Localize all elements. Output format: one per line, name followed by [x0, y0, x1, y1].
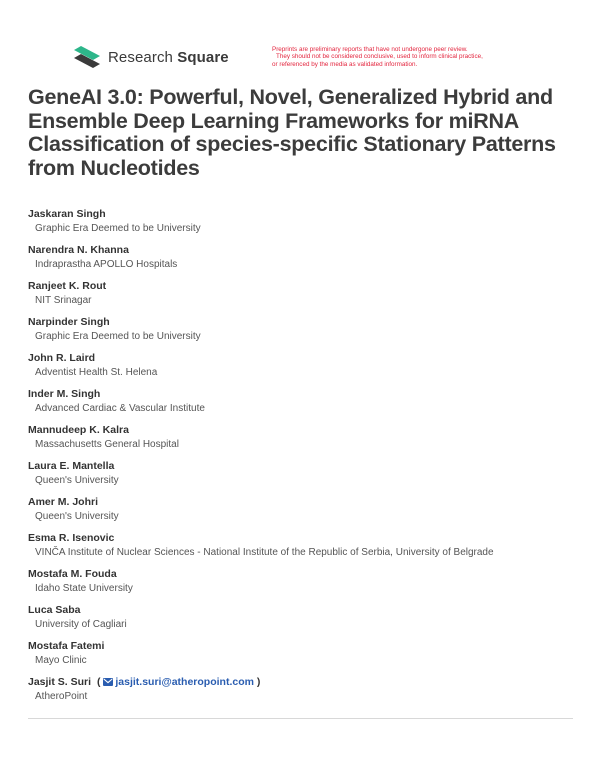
author-name: Laura E. Mantella — [28, 460, 115, 472]
author-affiliation: Mayo Clinic — [35, 655, 87, 666]
author-name: Esma R. Isenovic — [28, 532, 115, 544]
author-affiliation: Massachusetts General Hospital — [35, 439, 179, 450]
corresponding-author-entry — [28, 675, 588, 711]
author-entry — [28, 423, 588, 459]
author-affiliation: VINČA Institute of Nuclear Sciences - National Institute of the Republic of Serbia, University of Belgrade — [35, 547, 494, 558]
author-entry — [28, 603, 588, 639]
author-affiliation: Advanced Cardiac & Vascular Institute — [35, 403, 205, 414]
author-name: Amer M. Johri — [28, 496, 99, 508]
brand-name — [108, 49, 229, 66]
author-name: Mostafa Fatemi — [28, 640, 105, 652]
page-header — [74, 46, 574, 76]
author-entry — [28, 315, 588, 351]
author-name: Mostafa M. Fouda — [28, 568, 117, 580]
author-entry — [28, 567, 588, 603]
author-list — [28, 207, 588, 711]
author-entry — [28, 495, 588, 531]
author-affiliation: University of Cagliari — [35, 619, 127, 630]
author-affiliation: Indraprastha APOLLO Hospitals — [35, 259, 178, 270]
brand-name-part1: Research — [108, 48, 173, 66]
author-entry — [28, 531, 588, 567]
author-entry — [28, 459, 588, 495]
author-name: Ranjeet K. Rout — [28, 280, 107, 292]
paper-title: GeneAI 3.0: Powerful, Novel, Generalized Hybrid and Ensemble Deep Learning Frameworks for miRNA Classification of species-specific Stationary Patterns from Nucleotides — [28, 85, 556, 180]
author-affiliation: NIT Srinagar — [35, 295, 92, 306]
research-square-logo-icon — [74, 46, 100, 68]
author-name: Jaskaran Singh — [28, 208, 106, 220]
notice-line: Preprints are preliminary reports that have not undergone peer review. — [272, 46, 468, 53]
author-entry — [28, 279, 588, 315]
author-affiliation: AtheroPoint — [35, 691, 88, 702]
corresponding-author-name-line — [28, 675, 588, 689]
email-address: jasjit.suri@atheropoint.com — [115, 676, 254, 688]
author-name: Narpinder Singh — [28, 316, 110, 328]
author-entry — [28, 639, 588, 675]
author-entry — [28, 207, 588, 243]
author-name: John R. Laird — [28, 352, 96, 364]
section-divider — [28, 718, 573, 719]
paren-open: ( — [96, 676, 101, 688]
author-entry — [28, 243, 588, 279]
notice-line: They should not be considered conclusive, used to inform clinical practice, — [276, 53, 483, 61]
author-entry — [28, 387, 588, 423]
author-name: Mannudeep K. Kalra — [28, 424, 129, 436]
author-affiliation: Graphic Era Deemed to be University — [35, 331, 201, 342]
research-square-logo[interactable] — [74, 46, 229, 68]
author-affiliation: Adventist Health St. Helena — [35, 367, 158, 378]
author-name: Luca Saba — [28, 604, 81, 616]
author-affiliation: Idaho State University — [35, 583, 133, 594]
author-affiliation: Graphic Era Deemed to be University — [35, 223, 201, 234]
notice-line: or referenced by the media as validated information. — [272, 60, 418, 68]
author-affiliation: Queen's University — [35, 475, 119, 486]
paren-close: ) — [256, 676, 261, 688]
author-name: Narendra N. Khanna — [28, 244, 129, 256]
author-affiliation: Queen's University — [35, 511, 119, 522]
corresponding-author-name: Jasjit S. Suri — [28, 676, 92, 688]
author-entry — [28, 351, 588, 387]
preprint-notice — [272, 46, 572, 68]
envelope-icon — [103, 678, 113, 686]
corresponding-author-email-link[interactable] — [103, 676, 254, 688]
author-name: Inder M. Singh — [28, 388, 101, 400]
brand-name-part2: Square — [177, 48, 229, 66]
